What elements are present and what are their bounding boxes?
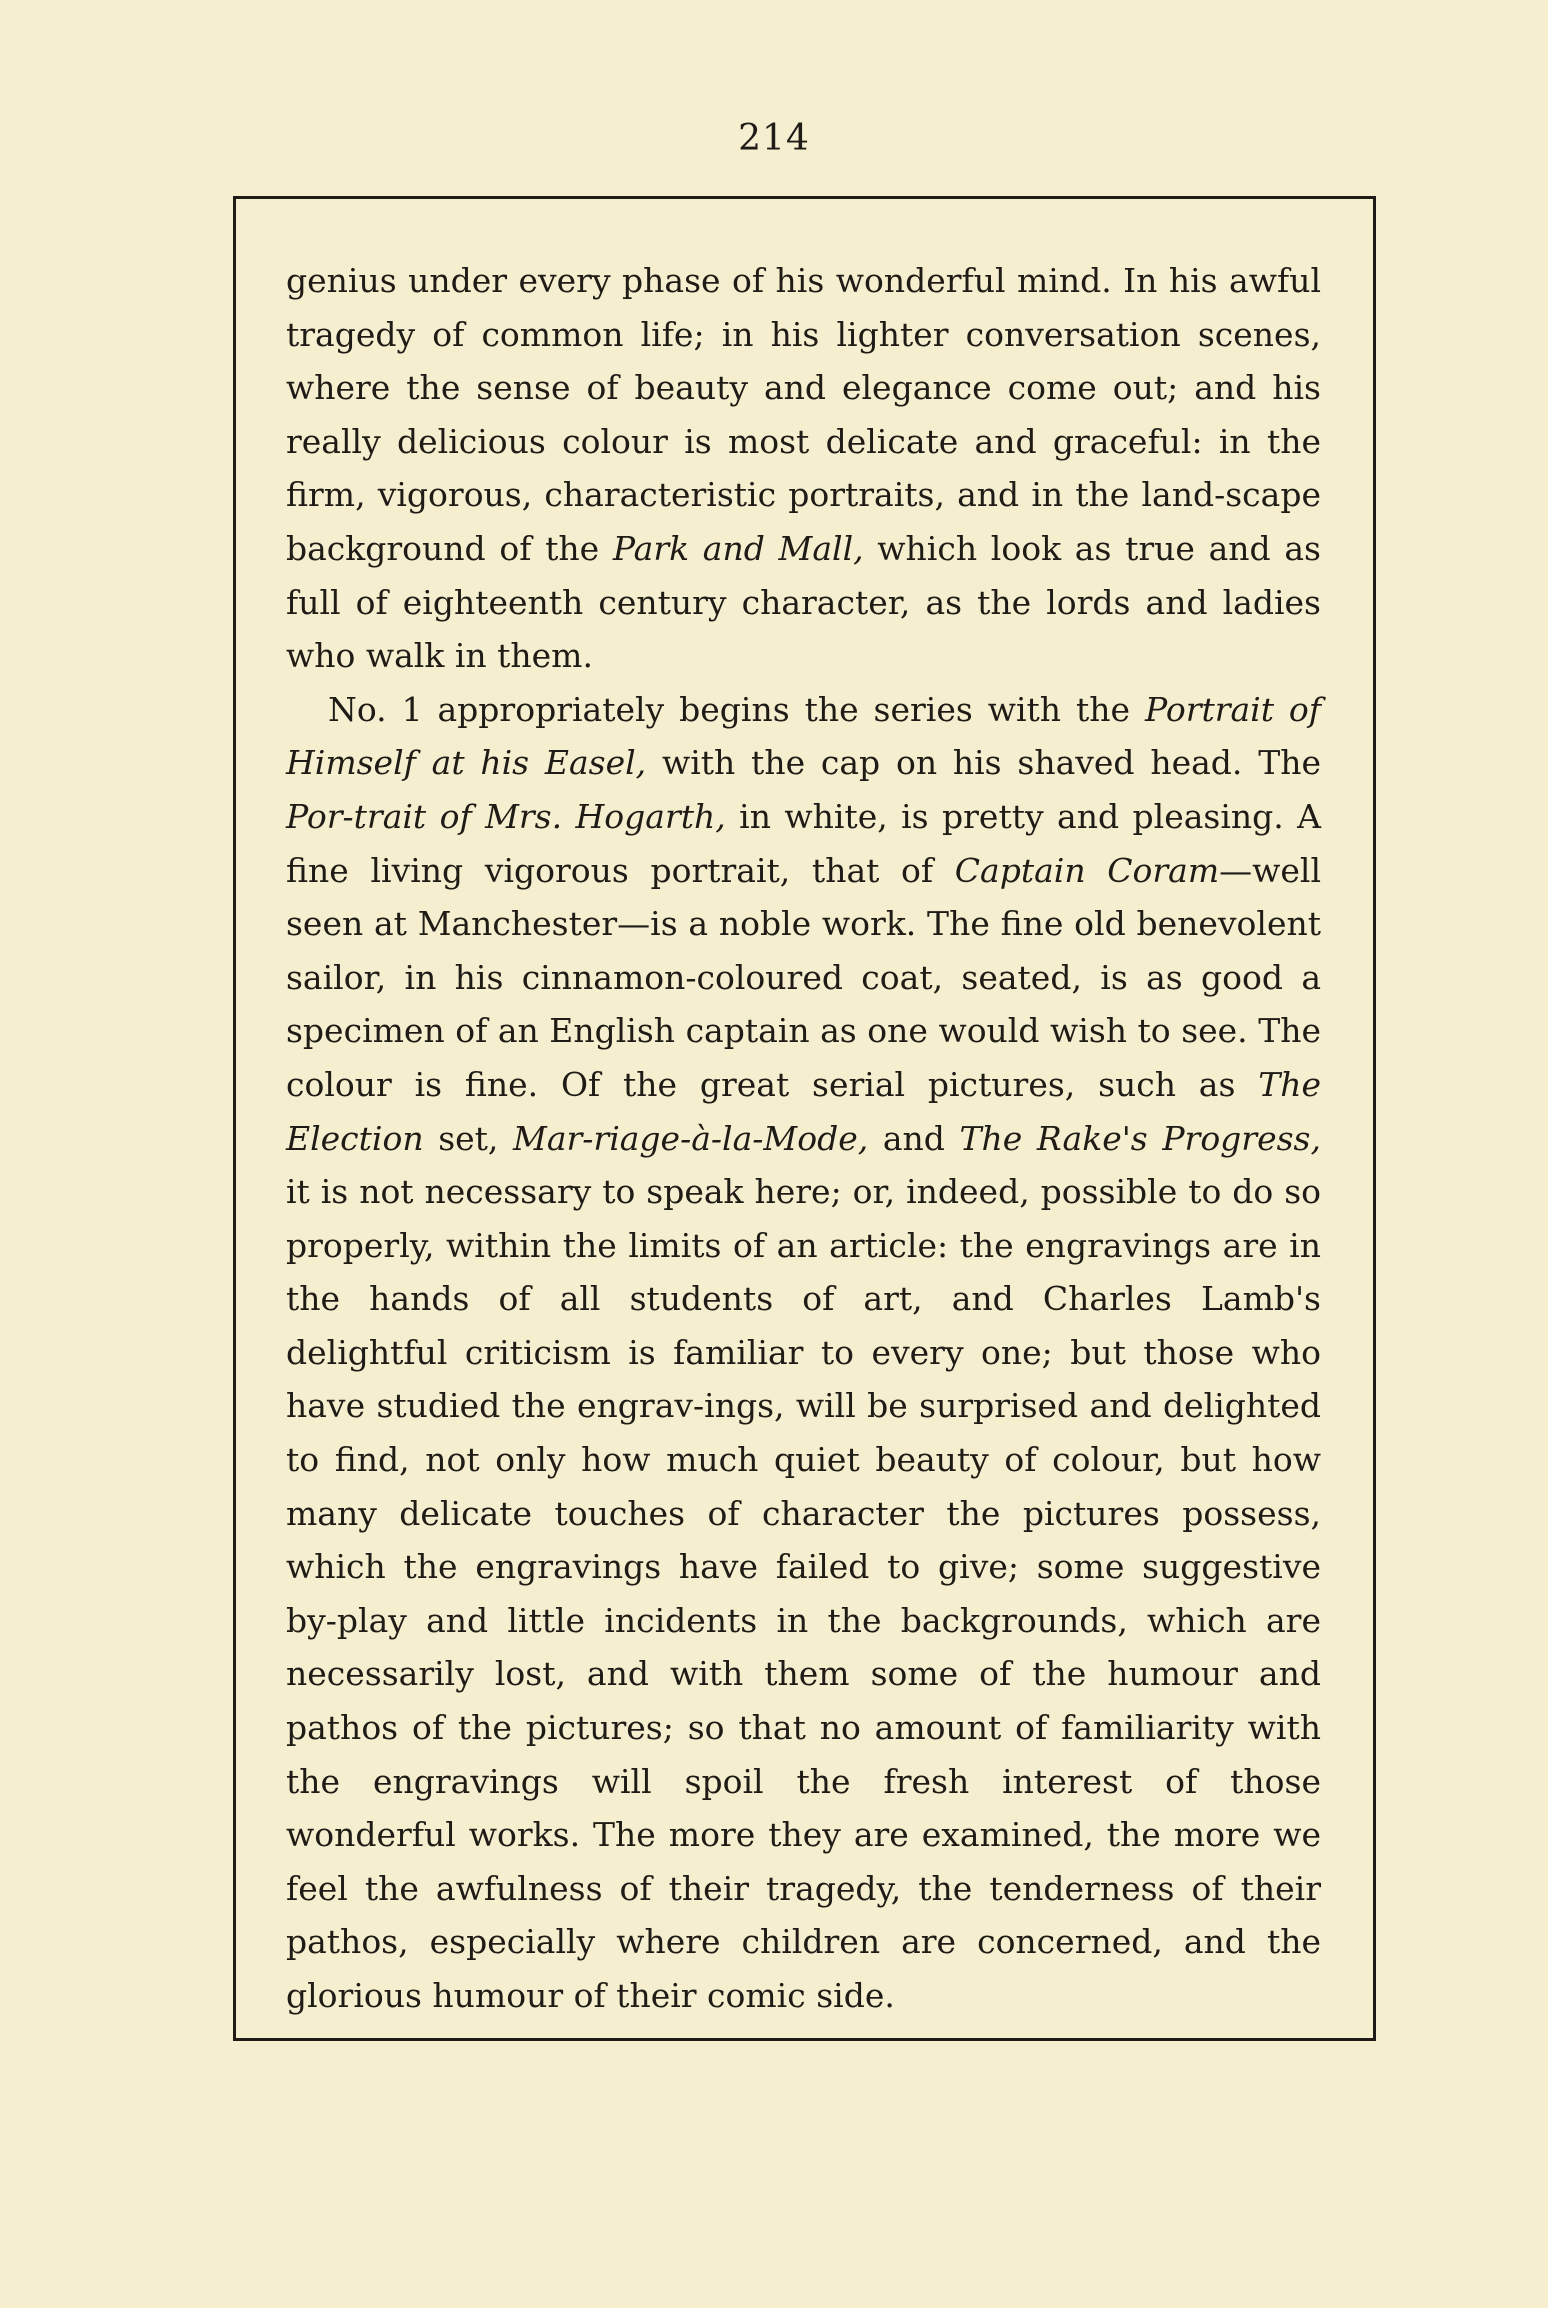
italic-title-rakes-progress: The Rake's Progress, <box>959 1118 1321 1158</box>
text-run: with the cap on his shaved head. The <box>646 743 1321 783</box>
italic-title-park-and-mall: Park and Mall, <box>612 528 864 568</box>
italic-title-portrait-mrs-hogarth: Por-trait of Mrs. Hogarth, <box>286 796 726 836</box>
text-run: in white, is pretty and pleasing. A fine living vigorous portrait, that of <box>286 796 1321 890</box>
text-run: —well seen at Manchester—is a noble work. The fine old benevolent sailor, in his cinnamon-coloured coat, seated, is as good a specimen of an English captain as one would wish to see. The colour is fine. Of the great serial pictures, such as <box>286 850 1321 1104</box>
paragraph-2 <box>286 683 1321 2023</box>
page-number: 214 <box>738 118 810 159</box>
text-run: genius under every phase of his wonderful mind. In his awful tragedy of common life; in his lighter conversation scenes, where the sense of beauty and elegance come out; and his really delicious colour is most delicate and graceful: in the firm, vigorous, characteristic portraits, and in the land-scape background of the <box>286 261 1321 568</box>
italic-title-portrait-himself: Portrait of Himself at his Easel, <box>286 689 1321 783</box>
paragraph-1 <box>286 254 1321 683</box>
text-run: set, <box>423 1118 514 1158</box>
body-text <box>286 254 1321 2023</box>
italic-title-captain-coram: Captain Coram <box>954 850 1220 890</box>
text-run: it is not necessary to speak here; or, indeed, possible to do so properly, within the limits of an article: the engravings are in the hands of all students of art, and Charles Lamb's delightful criticism is familiar to every one; but those who have studied the engrav-ings, will be surprised and delighted to find, not only how much quiet beauty of colour, but how many delicate touches of character the pictures possess, which the engravings have failed to give; some suggestive by-play and little incidents in the backgrounds, which are necessarily lost, and with them some of the humour and pathos of the pictures; so that no amount of familiarity with the engravings will spoil the fresh interest of those wonderful works. The more they are examined, the more we feel the awfulness of their tragedy, the tenderness of their pathos, especially where children are concerned, and the glorious humour of their comic side. <box>286 1172 1321 2015</box>
text-run: which look as true and as full of eighteenth century character, as the lords and ladies who walk in them. <box>286 528 1321 676</box>
italic-title-marriage-a-la-mode: Mar-riage-à-la-Mode, <box>513 1118 869 1158</box>
text-run: No. 1 appropriately begins the series with the <box>328 689 1145 729</box>
text-run: and <box>868 1118 960 1158</box>
italic-title-the-election: The Election <box>286 1064 1321 1158</box>
